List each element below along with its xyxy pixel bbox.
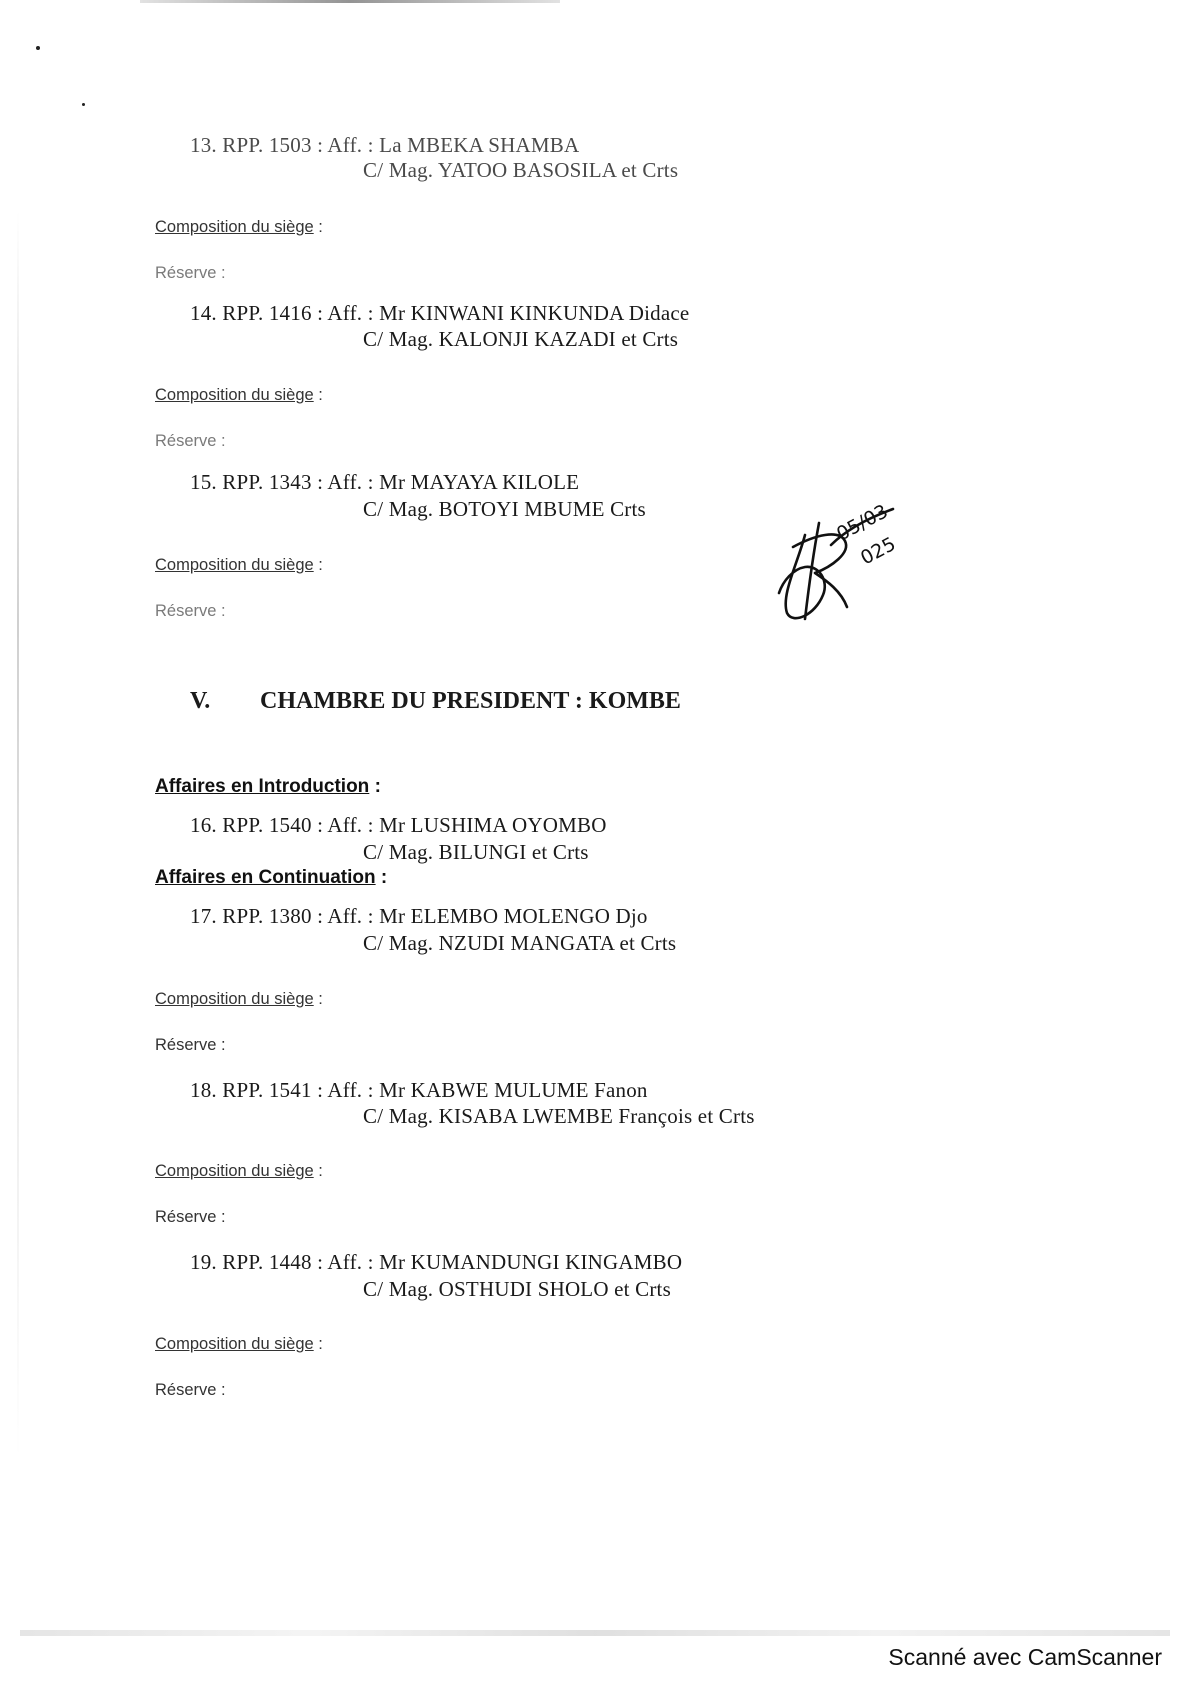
case-16-line1: 16. RPP. 1540 : Aff. : Mr LUSHIMA OYOMBO	[190, 813, 607, 837]
composition-label: Composition du siège :	[155, 218, 323, 236]
case-14-line1: 14. RPP. 1416 : Aff. : Mr KINWANI KINKUNDA Didace	[190, 301, 690, 325]
case-19-line1: 19. RPP. 1448 : Aff. : Mr KUMANDUNGI KINGAMBO	[190, 1250, 683, 1274]
composition-label: Composition du siège :	[155, 1335, 323, 1353]
section-title: V. CHAMBRE DU PRESIDENT : KOMBE	[190, 688, 681, 714]
case-17-line1: 17. RPP. 1380 : Aff. : Mr ELEMBO MOLENGO Djo	[190, 904, 648, 928]
case-17-line2: C/ Mag. NZUDI MANGATA et Crts	[363, 931, 677, 955]
handwritten-signature	[775, 495, 950, 630]
composition-label: Composition du siège :	[155, 386, 323, 404]
svg-text:05/03: 05/03	[833, 500, 892, 546]
composition-label: Composition du siège :	[155, 556, 323, 574]
case-18-line2: C/ Mag. KISABA LWEMBE François et Crts	[363, 1104, 755, 1128]
scan-bottom-noise	[20, 1630, 1170, 1636]
reserve-label: Réserve :	[155, 602, 226, 620]
svg-text:025: 025	[857, 532, 900, 570]
composition-label: Composition du siège :	[155, 990, 323, 1008]
case-13-line1: 13. RPP. 1503 : Aff. : La MBEKA SHAMBA	[190, 133, 580, 157]
case-18-line1: 18. RPP. 1541 : Aff. : Mr KABWE MULUME Fanon	[190, 1078, 648, 1102]
reserve-label: Réserve :	[155, 1208, 226, 1226]
scan-speck	[82, 103, 85, 106]
case-15-line2: C/ Mag. BOTOYI MBUME Crts	[363, 497, 646, 521]
scan-speck	[36, 46, 40, 50]
composition-label: Composition du siège :	[155, 1162, 323, 1180]
case-14-line2: C/ Mag. KALONJI KAZADI et Crts	[363, 327, 679, 351]
subhead-introduction: Affaires en Introduction :	[155, 776, 381, 797]
scan-top-shadow	[140, 0, 560, 3]
case-16-line2: C/ Mag. BILUNGI et Crts	[363, 840, 589, 864]
reserve-label: Réserve :	[155, 264, 226, 282]
camscanner-footer: Scanné avec CamScanner	[888, 1644, 1162, 1670]
scan-left-edge	[17, 210, 19, 1460]
case-13-line2: C/ Mag. YATOO BASOSILA et Crts	[363, 158, 679, 182]
case-19-line2: C/ Mag. OSTHUDI SHOLO et Crts	[363, 1277, 671, 1301]
reserve-label: Réserve :	[155, 432, 226, 450]
subhead-continuation: Affaires en Continuation :	[155, 867, 388, 888]
case-15-line1: 15. RPP. 1343 : Aff. : Mr MAYAYA KILOLE	[190, 470, 580, 494]
reserve-label: Réserve :	[155, 1036, 226, 1054]
reserve-label: Réserve :	[155, 1381, 226, 1399]
